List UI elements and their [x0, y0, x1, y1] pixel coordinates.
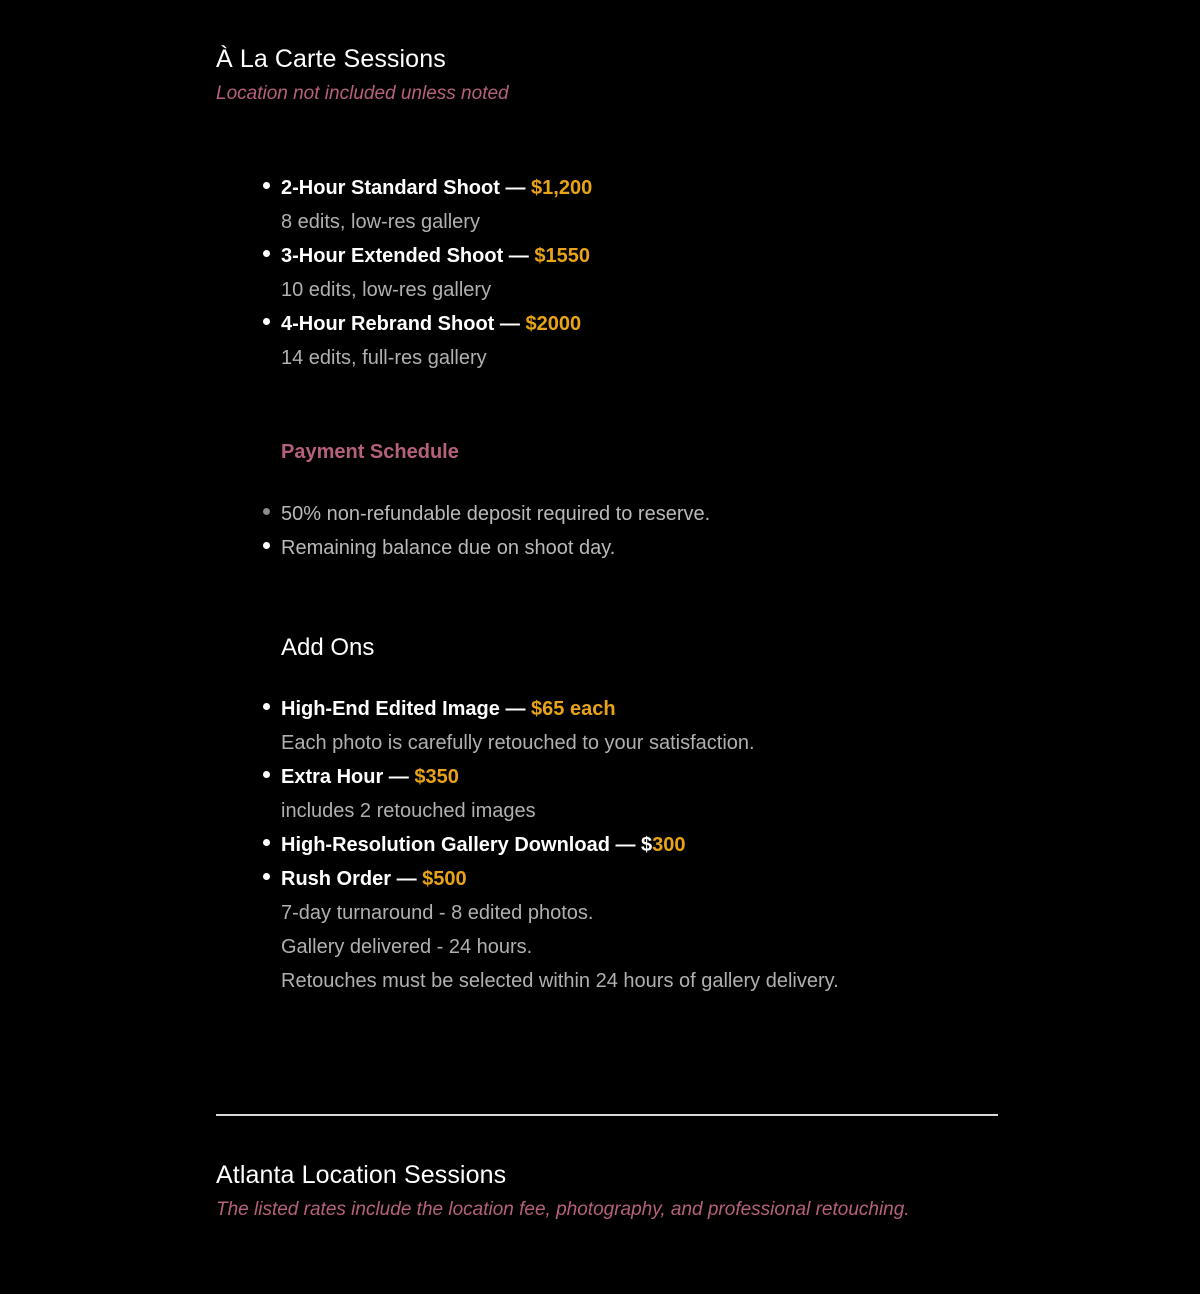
item-name: Rush Order — [281, 868, 392, 890]
alacarte-item-title — [281, 239, 592, 273]
list-item — [248, 828, 839, 862]
item-price: $500 — [422, 868, 467, 890]
alacarte-section-title: À La Carte Sessions — [216, 45, 446, 73]
bullet-icon — [263, 542, 270, 549]
item-price: $350 — [414, 766, 459, 788]
item-name: 3-Hour Extended Shoot — [281, 245, 504, 267]
addon-item-title — [281, 692, 839, 726]
bullet-icon — [263, 182, 270, 189]
alacarte-list — [248, 171, 592, 375]
item-description: Retouches must be selected within 24 hours of gallery delivery. — [281, 970, 839, 992]
list-item — [248, 692, 839, 760]
item-price: $1,200 — [531, 177, 593, 199]
section-divider — [216, 1114, 998, 1116]
item-price: $1550 — [534, 245, 590, 267]
bullet-icon — [263, 508, 270, 515]
item-description: Each photo is carefully retouched to your satisfaction. — [281, 732, 755, 754]
addon-item-title — [281, 760, 839, 794]
item-description: 10 edits, low-res gallery — [281, 279, 492, 301]
item-description: Gallery delivered - 24 hours. — [281, 936, 533, 958]
item-description: 14 edits, full-res gallery — [281, 347, 487, 369]
item-price: 300 — [652, 834, 686, 856]
addons-list — [248, 692, 839, 998]
addon-item-title — [281, 862, 839, 896]
em-dash: — — [499, 698, 532, 720]
addon-item-title — [281, 828, 839, 862]
bullet-icon — [263, 771, 270, 778]
alacarte-item-title — [281, 171, 592, 205]
item-description: includes 2 retouched images — [281, 800, 536, 822]
bullet-icon — [263, 873, 270, 880]
bullet-icon — [263, 250, 270, 257]
em-dash: — — [494, 313, 526, 335]
item-description: 8 edits, low-res gallery — [281, 211, 480, 233]
payment-schedule-item: 50% non-refundable deposit required to reserve. — [281, 503, 711, 525]
em-dash: — — [609, 834, 642, 856]
item-name: Extra Hour — [281, 766, 384, 788]
list-item — [248, 239, 592, 307]
item-price: $65 each — [531, 698, 616, 720]
item-name: High-Resolution Gallery Download — [281, 834, 610, 856]
bullet-icon — [263, 703, 270, 710]
payment-schedule-list — [248, 497, 710, 565]
payment-schedule-item: Remaining balance due on shoot day. — [281, 537, 616, 559]
list-item — [248, 760, 839, 828]
alacarte-section-subtitle: Location not included unless noted — [216, 83, 509, 104]
em-dash: — — [503, 245, 535, 267]
item-price: $2000 — [525, 313, 582, 335]
em-dash: — — [383, 766, 415, 788]
em-dash: — — [391, 868, 423, 890]
alacarte-item-title — [281, 307, 592, 341]
list-item — [248, 497, 710, 531]
item-name: 4-Hour Rebrand Shoot — [281, 313, 495, 335]
list-item — [248, 862, 839, 998]
item-name: 2-Hour Standard Shoot — [281, 177, 500, 199]
atlanta-section-subtitle: The listed rates include the location fee, photography, and professional retouching. — [216, 1199, 910, 1220]
atlanta-section-title: Atlanta Location Sessions — [216, 1161, 507, 1189]
list-item — [248, 531, 710, 565]
bullet-icon — [263, 318, 270, 325]
payment-schedule-heading: Payment Schedule — [281, 441, 459, 463]
item-description: 7-day turnaround - 8 edited photos. — [281, 902, 594, 924]
currency-symbol: $ — [641, 834, 653, 856]
em-dash: — — [499, 177, 532, 199]
bullet-icon — [263, 839, 270, 846]
list-item — [248, 307, 592, 375]
item-name: High-End Edited Image — [281, 698, 500, 720]
addons-heading: Add Ons — [281, 634, 375, 661]
list-item — [248, 171, 592, 239]
